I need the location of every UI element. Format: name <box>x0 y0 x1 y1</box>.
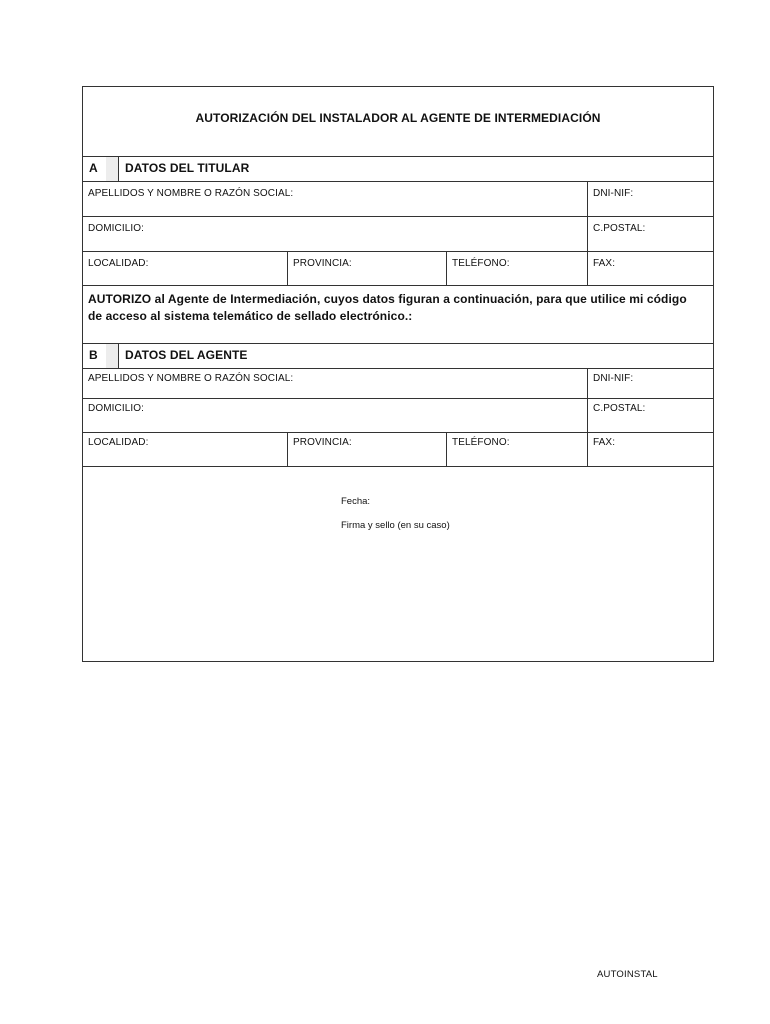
agent-phone-field[interactable] <box>446 433 587 466</box>
section-b-header <box>83 343 713 368</box>
titular-phone-label: TELÉFONO: <box>452 258 510 269</box>
titular-name-field[interactable] <box>83 182 587 216</box>
titular-province-field[interactable] <box>287 252 446 285</box>
section-a-letter-box <box>83 157 119 181</box>
authorization-form <box>82 86 714 662</box>
agent-province-field[interactable] <box>287 433 446 466</box>
titular-address-label: DOMICILIO: <box>88 223 145 234</box>
agent-postal-label: C.POSTAL: <box>593 403 646 414</box>
titular-province-label: PROVINCIA: <box>293 258 352 269</box>
form-code: AUTOINSTAL <box>597 969 658 980</box>
section-shading <box>106 157 118 181</box>
agent-dni-field[interactable] <box>587 369 715 398</box>
titular-name-label: APELLIDOS Y NOMBRE O RAZÓN SOCIAL: <box>88 188 294 199</box>
signature-label: Firma y sello (en su caso) <box>341 520 450 531</box>
form-title: AUTORIZACIÓN DEL INSTALADOR AL AGENTE DE INTERMEDIACIÓN <box>195 111 601 125</box>
titular-dni-field[interactable] <box>587 182 715 216</box>
titular-dni-label: DNI-NIF: <box>593 188 634 199</box>
agent-address-field[interactable] <box>83 399 587 432</box>
section-b-name-row <box>83 368 713 398</box>
section-a-location-row <box>83 251 713 285</box>
authorization-text: AUTORIZO al Agente de Intermediación, cuyos datos figuran a continuación, para que utilice mi código de acceso al sistema telemático de sellado electrónico.: <box>88 292 687 323</box>
section-b-title: DATOS DEL AGENTE <box>125 348 248 362</box>
section-b-letter: B <box>89 348 98 362</box>
agent-address-label: DOMICILIO: <box>88 403 145 414</box>
agent-fax-label: FAX: <box>593 437 616 448</box>
titular-fax-label: FAX: <box>593 258 616 269</box>
agent-city-field[interactable] <box>83 433 287 466</box>
titular-city-field[interactable] <box>83 252 287 285</box>
section-b-address-row <box>83 398 713 432</box>
section-shading <box>106 344 118 368</box>
signature-area[interactable] <box>83 466 713 662</box>
agent-phone-label: TELÉFONO: <box>452 437 510 448</box>
titular-city-label: LOCALIDAD: <box>88 258 149 269</box>
section-a-letter: A <box>89 161 98 175</box>
agent-province-label: PROVINCIA: <box>293 437 352 448</box>
section-b-location-row <box>83 432 713 466</box>
agent-postal-field[interactable] <box>587 399 715 432</box>
agent-dni-label: DNI-NIF: <box>593 373 634 384</box>
section-b-letter-box <box>83 344 119 368</box>
titular-address-field[interactable] <box>83 217 587 251</box>
titular-fax-field[interactable] <box>587 252 715 285</box>
section-a-name-row <box>83 181 713 216</box>
section-a-address-row <box>83 216 713 251</box>
agent-name-field[interactable] <box>83 369 587 398</box>
date-label: Fecha: <box>341 496 371 507</box>
titular-postal-label: C.POSTAL: <box>593 223 646 234</box>
section-a-header <box>83 156 713 181</box>
titular-phone-field[interactable] <box>446 252 587 285</box>
section-a-title: DATOS DEL TITULAR <box>125 161 250 175</box>
agent-city-label: LOCALIDAD: <box>88 437 149 448</box>
agent-name-label: APELLIDOS Y NOMBRE O RAZÓN SOCIAL: <box>88 373 294 384</box>
titular-postal-field[interactable] <box>587 217 715 251</box>
authorization-row <box>83 285 713 343</box>
agent-fax-field[interactable] <box>587 433 715 466</box>
